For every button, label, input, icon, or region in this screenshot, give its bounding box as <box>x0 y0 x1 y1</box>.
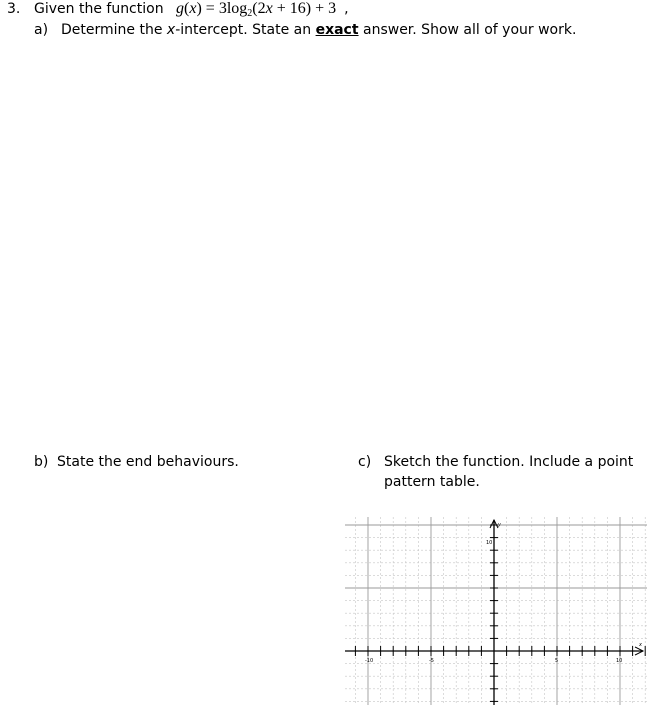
question-intro-text: Given the function <box>34 1 164 17</box>
major-gridlines <box>345 517 647 705</box>
graph-canvas[interactable] <box>345 517 647 705</box>
axes <box>345 520 643 705</box>
part-c-line1: Sketch the function. Include a point <box>384 454 634 470</box>
part-a-text: Determine the x-intercept. State an exact answer. Show all of your work. <box>61 22 577 38</box>
exact-emphasis: exact <box>315 22 359 38</box>
part-c-label: c) <box>358 454 372 470</box>
part-b-text: State the end behaviours. <box>57 454 239 470</box>
x-tick-label-10: 10 <box>616 658 623 664</box>
function-expression: $g(x) = 3\log_2(2x + 16) + 3$ <box>176 0 337 19</box>
x-tick-label-neg10: -10 <box>365 658 374 664</box>
graph-grid[interactable] <box>345 517 647 705</box>
part-c-line2: pattern table. <box>384 474 480 490</box>
y-tick-label-10: 10 <box>486 540 493 546</box>
function-trailing: , <box>344 1 349 17</box>
y-axis-name: y <box>498 522 501 528</box>
question-number: 3. <box>7 1 21 17</box>
x-tick-label-5: 5 <box>555 658 559 664</box>
x-tick-label-neg5: -5 <box>429 658 434 664</box>
x-axis-name: x <box>639 642 642 648</box>
question-intro <box>34 0 349 23</box>
minor-gridlines <box>345 517 647 705</box>
part-a-label: a) <box>34 22 49 38</box>
part-b-label: b) <box>34 454 49 470</box>
